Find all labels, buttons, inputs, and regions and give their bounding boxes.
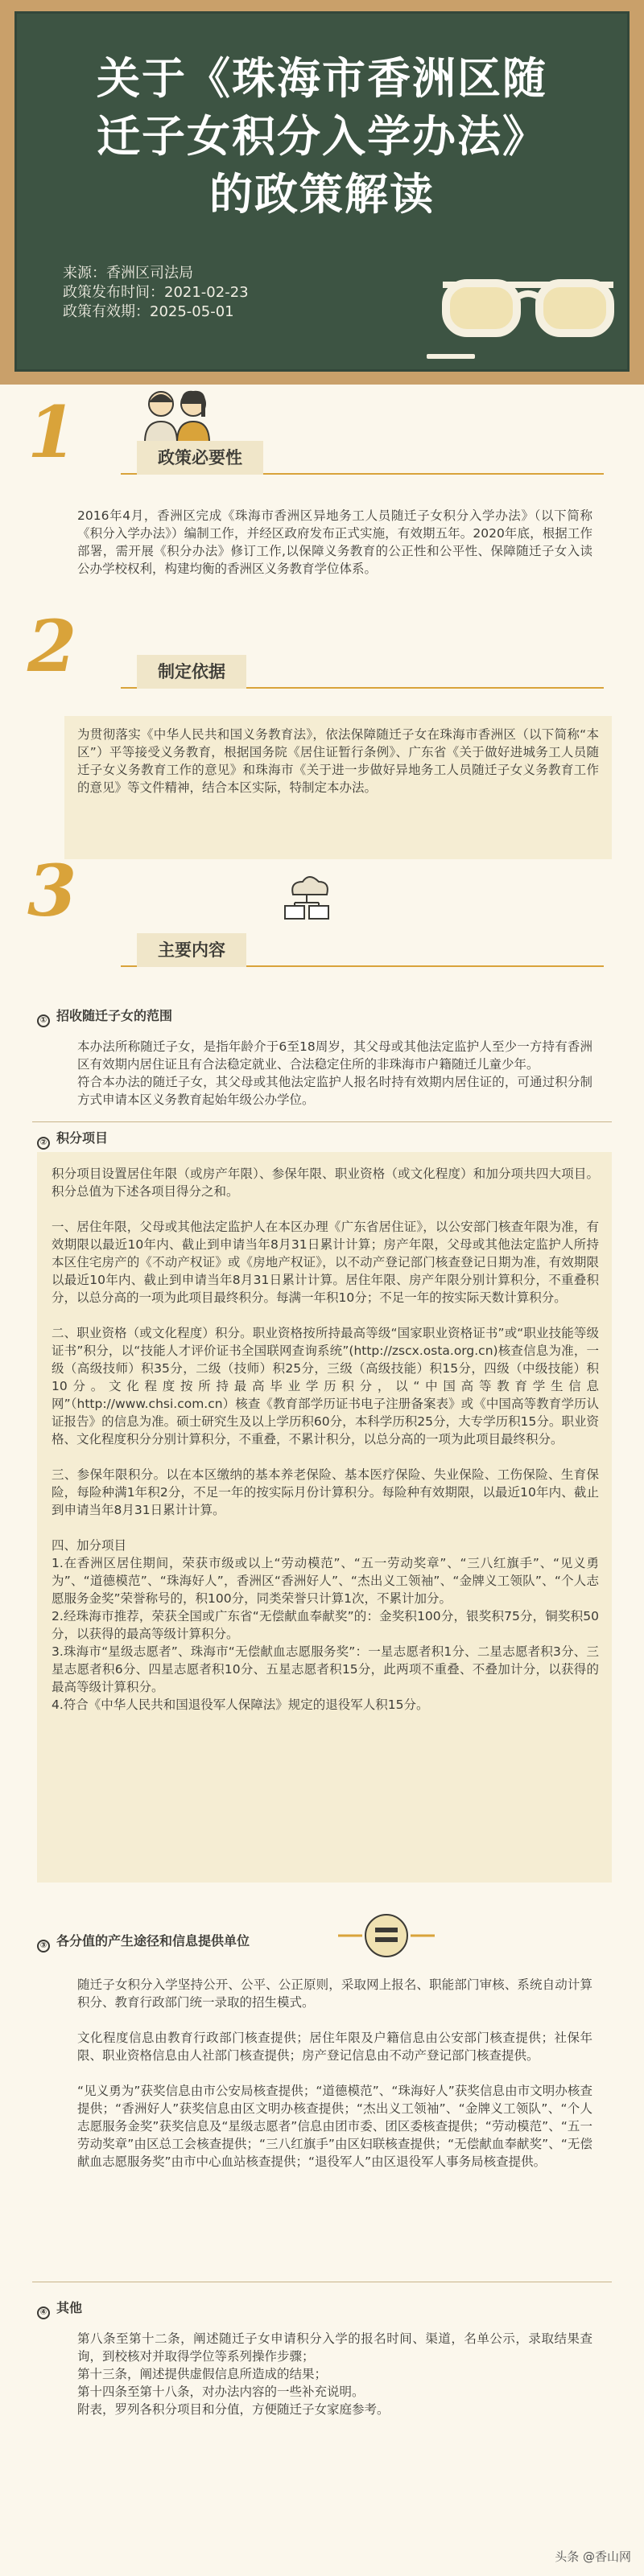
section-1-number: 1 [27, 390, 77, 474]
section-1-title: 政策必要性 [137, 441, 263, 475]
sub-4-title: 其他 [56, 2300, 83, 2315]
publish-date: 政策发布时间：2021-02-23 [63, 284, 249, 301]
sub-4-heading [37, 2298, 82, 2319]
sub-3-title: 各分值的产生途径和信息提供单位 [56, 1933, 250, 1948]
sub-2-body: 积分项目设置居住年限（或房产年限）、参保年限、职业资格（或文化程度）和加分项共四大项目。积分总值为下述各项目得分之和。 一、居住年限，父母或其他法定监护人在本区办理《广东省居住证》，以公安部门核查年限为准，有效期限以最近10年内、截止到申请当年8月31日累计计算；房产年限，父母或其他法定监护人所持本区住宅房产的《不动产权证》或《房地产权证》，以不动产登记部门核查登记日期为准，有效期限以最近10年内、截止到申请当年8月31日累计计算。居住年限、房产年限分别计算积分，不重叠积分，以总分高的一项为此项目最终积分。每满一年积10分；不足一年的按实际天数计算积分。 二、职业资格（或文化程度）积分。职业资格按所持最高等级“国家职业资格证书”或“职业技能等级证书”积分，以“技能人才评价证书全国联网查询系统”(http://zscx.osta.org.cn)核查信息为准，一级（高级技师）积35分，二级（技师）积25分，三级（高级技能）积15分，四级（中级技能）积10分。文化程度按所持最高毕业学历积分，以“中国高等教育学生信息网”（http://www.chsi.com.cn）核查《教育部学历证书电子注册备案表》或《中国高等教育学历认证报告》的信息为准。硕士研究生及以上学历积60分，本科学历积25分，大专学历积15分。职业资格、文化程度积分分别计算积分，不重叠，不累计积分，以总分高的一项为此项目最终积分。 三、参保年限积分。以在本区缴纳的基本养老保险、基本医疗保险、失业保险、工伤保险、生育保险，每险种满1年积2分，不足一年的按实际月份计算积分。每险种有效期限，以最近10年内、截止到申请当年8月31日累计计算。 四、加分项目 1.在香洲区居住期间，荣获市级或以上“劳动模范”、“五一劳动奖章”、“三八红旗手”、“见义勇为”、“道德模范”、“珠海好人”，香洲区“香洲好人”、“杰出义工领袖”、“金牌义工领队”、“个人志愿服务金奖”荣誉称号的，积100分，同类荣誉只计算1次，不累计加分。 2.经珠海市推荐，荣获全国或广东省“无偿献血奉献奖”的：金奖积100分，银奖积75分，铜奖积50分，以获得的最高等级计算积分。 3.珠海市“星级志愿者”、珠海市“无偿献血志愿服务奖”：一星志愿者积1分、二星志愿者积3分、三星志愿者积6分、四星志愿者积10分、五星志愿者积15分，此两项不重叠、不叠加计分，以获得的最高等级计算积分。 4.符合《中华人民共和国退役军人保障法》规定的退役军人积15分。 [52, 1167, 599, 1712]
sub-2-heading [37, 1128, 108, 1150]
divider [32, 1121, 612, 1122]
section-3-title: 主要内容 [137, 933, 246, 967]
section-3-header [121, 933, 604, 969]
title-line-1: 关于《珠海市香洲区随 [97, 53, 547, 104]
sub-1-title: 招收随迁子女的范围 [56, 1008, 173, 1023]
sub-1-body: 本办法所称随迁子女，是指年龄介于6至18周岁，其父母或其他法定监护人至少一方持有香洲区有效期内居住证且有合法稳定就业、合法稳定住所的非珠海市户籍随迁儿童少年。 符合本办法的随迁子女，其父母或其他法定监护人报名时持有效期内居住证的，可通过积分制方式申请本区义务教育起始年级公办学位。 [77, 1039, 592, 1107]
sub-2-number: ② [37, 1137, 50, 1150]
sub-1-heading [37, 1006, 172, 1027]
sub-4-body: 第八条至第十二条，阐述随迁子女申请积分入学的报名时间、渠道，名单公示，录取结果查询，到校核对并取得学位等系列操作步骤； 第十三条，阐述提供虚假信息所造成的结果； 第十四条至第十八条，对办法内容的一些补充说明。 附表，罗列各积分项目和分值，方便随迁子女家庭参考。 [77, 2331, 592, 2417]
people-icon [137, 385, 217, 444]
sub-3-body: 随迁子女积分入学坚持公开、公平、公正原则，采取网上报名、职能部门审核、系统自动计算积分、教育行政部门统一录取的招生模式。 文化程度信息由教育行政部门核查提供；居住年限及户籍信息由公安部门核查提供；社保年限、职业资格信息由人社部门核查提供；房产登记信息由不动产登记部门核查提供。 “见义勇为”获奖信息由市公安局核查提供；“道德模范”、“珠海好人”获奖信息由市文明办核查提供；“香洲好人”获奖信息由区文明办核查提供；“杰出义工领袖”、“金牌义工领队”、“个人志愿服务金奖”获奖信息及“星级志愿者”信息由团市委、团区委核查提供；“劳动模范”、“五一劳动奖章”由区总工会核查提供；“三八红旗手”由区妇联核查提供；“无偿献血奉献奖”、“无偿献血志愿服务奖”由市中心血站核查提供；“退役军人”由区退役军人事务局核查提供。 [77, 1977, 592, 2169]
watermark: 头条 @香山网 [555, 2549, 631, 2564]
sub-2-title: 积分项目 [56, 1130, 109, 1146]
section-3-number: 3 [27, 849, 77, 932]
sub-3-number: ③ [37, 1940, 50, 1953]
title-line-2: 迁子女积分入学办法》 [97, 111, 547, 162]
section-2-header [121, 655, 604, 690]
sub-4-number: ④ [37, 2306, 50, 2319]
page-title [35, 50, 609, 224]
source-text: 来源：香洲区司法局 [63, 265, 193, 282]
valid-date: 政策有效期：2025-05-01 [63, 303, 234, 320]
title-line-3: 的政策解读 [209, 169, 435, 220]
glasses-icon [431, 265, 625, 346]
section-1-body: 2016年4月，香洲区完成《珠海市香洲区异地务工人员随迁子女积分入学办法》（以下简称《积分入学办法》）编制工作，并经区政府发布正式实施，有效期五年。2020年底，根据工作部署，需开展《积分办法》修订工作,以保障义务教育的公正性和公平性、保障随迁子女入读公办学校权利，构建均衡的香洲区义务教育学位体系。 [77, 508, 592, 576]
sub-1-number: ① [37, 1014, 50, 1027]
section-1-header [121, 441, 604, 476]
cloud-computer-icon [279, 870, 335, 927]
section-2-number: 2 [27, 604, 77, 688]
section-2-title: 制定依据 [137, 655, 246, 689]
policy-meta [63, 264, 249, 322]
sub-3-heading [37, 1931, 250, 1953]
chalk-stick [427, 354, 475, 359]
badge-icon [338, 1911, 435, 1960]
section-2-body: 为贯彻落实《中华人民共和国义务教育法》，依法保障随迁子女在珠海市香洲区（以下简称“本区”）平等接受义务教育，根据国务院《居住证暂行条例》、广东省《关于做好进城务工人员随迁子女义务教育工作的意见》和珠海市《关于进一步做好异地务工人员随迁子女义务教育工作的意见》等文件精神，结合本区实际，特制定本办法。 [77, 727, 599, 795]
